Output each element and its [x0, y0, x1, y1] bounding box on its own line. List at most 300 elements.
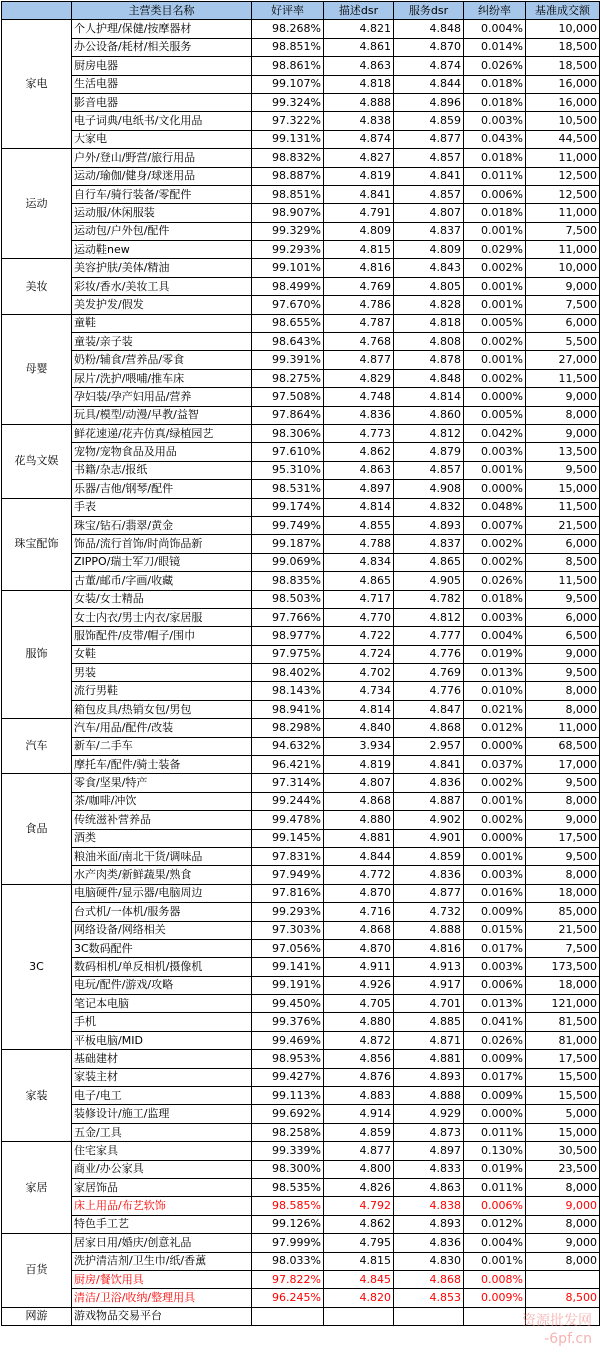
base-volume-cell: 9,500 [526, 664, 600, 682]
desc-dsr-cell: 4.787 [324, 314, 394, 332]
dispute-rate-cell: 0.002% [464, 333, 526, 351]
category-name-cell: 酒类 [72, 829, 252, 847]
table-row [2, 884, 600, 902]
dispute-rate-cell [464, 1307, 526, 1325]
rate-cell [252, 1307, 324, 1325]
service-dsr-cell: 4.896 [394, 93, 464, 111]
dispute-rate-cell: 0.003% [464, 112, 526, 130]
table-row [2, 38, 600, 56]
service-dsr-cell: 4.893 [394, 516, 464, 534]
base-volume-cell: 121,000 [526, 995, 600, 1013]
table-row [2, 1123, 600, 1141]
base-volume-cell: 6,000 [526, 535, 600, 553]
category-name-cell: 童鞋 [72, 314, 252, 332]
base-volume-cell: 9,000 [526, 1234, 600, 1252]
rate-cell: 97.303% [252, 921, 324, 939]
service-dsr-cell: 4.887 [394, 792, 464, 810]
base-volume-cell: 17,500 [526, 829, 600, 847]
desc-dsr-cell: 4.926 [324, 976, 394, 994]
desc-dsr-cell: 4.748 [324, 388, 394, 406]
service-dsr-cell: 4.843 [394, 259, 464, 277]
table-row [2, 829, 600, 847]
table-row [2, 590, 600, 608]
base-volume-cell: 12,500 [526, 167, 600, 185]
base-volume-cell: 9,000 [526, 645, 600, 663]
rate-cell: 98.402% [252, 664, 324, 682]
base-volume-cell: 13,500 [526, 443, 600, 461]
desc-dsr-cell: 4.814 [324, 498, 394, 516]
service-dsr-cell: 4.871 [394, 1031, 464, 1049]
base-volume-cell: 6,500 [526, 627, 600, 645]
dispute-rate-cell: 0.017% [464, 1068, 526, 1086]
desc-dsr-cell: 4.844 [324, 847, 394, 865]
category-name-cell: 摩托车/配件/骑士装备 [72, 756, 252, 774]
table-row [2, 1105, 600, 1123]
dispute-rate-cell: 0.008% [464, 1270, 526, 1288]
category-name-cell: 游戏物品交易平台 [72, 1307, 252, 1325]
category-name-cell: 住宅家具 [72, 1142, 252, 1160]
service-dsr-cell [394, 1307, 464, 1325]
service-dsr-cell: 4.777 [394, 627, 464, 645]
header-base-volume: 基准成交额 [526, 2, 600, 20]
base-volume-cell: 5,000 [526, 1105, 600, 1123]
table-row [2, 277, 600, 295]
dispute-rate-cell: 0.011% [464, 1123, 526, 1141]
rate-cell: 99.293% [252, 903, 324, 921]
base-volume-cell [526, 1270, 600, 1288]
dispute-rate-cell: 0.005% [464, 314, 526, 332]
desc-dsr-cell: 4.786 [324, 296, 394, 314]
desc-dsr-cell: 4.865 [324, 572, 394, 590]
dispute-rate-cell: 0.042% [464, 424, 526, 442]
category-name-cell: 电脑硬件/显示器/电脑周边 [72, 884, 252, 902]
base-volume-cell: 8,000 [526, 700, 600, 718]
table-row [2, 939, 600, 957]
header-category [2, 2, 72, 20]
dispute-rate-cell: 0.001% [464, 222, 526, 240]
dispute-rate-cell: 0.000% [464, 480, 526, 498]
rate-cell: 98.258% [252, 1123, 324, 1141]
rate-cell: 98.531% [252, 480, 324, 498]
service-dsr-cell: 4.888 [394, 1087, 464, 1105]
category-name-cell: 办公设备/耗材/相关服务 [72, 38, 252, 56]
dispute-rate-cell: 0.003% [464, 866, 526, 884]
rate-cell: 99.107% [252, 75, 324, 93]
service-dsr-cell: 4.844 [394, 75, 464, 93]
base-volume-cell: 18,000 [526, 884, 600, 902]
rate-cell: 99.376% [252, 1013, 324, 1031]
desc-dsr-cell: 4.897 [324, 480, 394, 498]
category-name-cell: 童装/亲子装 [72, 333, 252, 351]
category-name-cell: 特色手工艺 [72, 1215, 252, 1233]
base-volume-cell: 21,500 [526, 921, 600, 939]
desc-dsr-cell: 4.815 [324, 1252, 394, 1270]
rate-cell: 98.953% [252, 1050, 324, 1068]
desc-dsr-cell: 4.820 [324, 1289, 394, 1307]
desc-dsr-cell: 4.809 [324, 222, 394, 240]
category-name-cell: 尿片/洗护/喂哺/推车床 [72, 369, 252, 387]
desc-dsr-cell: 4.819 [324, 167, 394, 185]
desc-dsr-cell: 4.874 [324, 130, 394, 148]
category-name-cell: 饰品/流行首饰/时尚饰品新 [72, 535, 252, 553]
table-row [2, 424, 600, 442]
dispute-rate-cell: 0.009% [464, 1050, 526, 1068]
service-dsr-cell: 4.902 [394, 811, 464, 829]
rate-cell: 99.187% [252, 535, 324, 553]
table-row [2, 847, 600, 865]
desc-dsr-cell: 4.880 [324, 1013, 394, 1031]
desc-dsr-cell: 4.734 [324, 682, 394, 700]
dispute-rate-cell: 0.026% [464, 57, 526, 75]
service-dsr-cell: 2.957 [394, 737, 464, 755]
dispute-rate-cell: 0.018% [464, 93, 526, 111]
service-dsr-cell: 4.857 [394, 185, 464, 203]
table-row [2, 719, 600, 737]
service-dsr-cell: 4.837 [394, 222, 464, 240]
table-row [2, 1197, 600, 1215]
base-volume-cell: 8,500 [526, 553, 600, 571]
desc-dsr-cell: 4.861 [324, 38, 394, 56]
category-name-cell: 床上用品/布艺软饰 [72, 1197, 252, 1215]
service-dsr-cell: 4.812 [394, 608, 464, 626]
header-desc-dsr: 描述dsr [324, 2, 394, 20]
category-name-cell: 台式机/一体机/服务器 [72, 903, 252, 921]
table-row [2, 958, 600, 976]
category-name-cell: 新车/二手车 [72, 737, 252, 755]
category-name-cell: 厨房电器 [72, 57, 252, 75]
category-name-cell: 乐器/吉他/钢琴/配件 [72, 480, 252, 498]
category-name-cell: 水产肉类/新鲜蔬果/熟食 [72, 866, 252, 884]
category-name-cell: 茶/咖啡/冲饮 [72, 792, 252, 810]
table-row [2, 461, 600, 479]
table-row [2, 93, 600, 111]
category-name-cell: ZIPPO/瑞士军刀/眼镜 [72, 553, 252, 571]
table-row [2, 406, 600, 424]
rate-cell: 99.339% [252, 1142, 324, 1160]
desc-dsr-cell: 4.815 [324, 241, 394, 259]
table-row [2, 664, 600, 682]
base-volume-cell: 8,500 [526, 1289, 600, 1307]
table-row [2, 995, 600, 1013]
desc-dsr-cell: 4.724 [324, 645, 394, 663]
rate-cell: 98.499% [252, 277, 324, 295]
dispute-rate-cell: 0.001% [464, 847, 526, 865]
rate-cell: 98.503% [252, 590, 324, 608]
category-name-cell: 美容护肤/美体/精油 [72, 259, 252, 277]
category-name-cell: 3C数码配件 [72, 939, 252, 957]
base-volume-cell: 18,500 [526, 57, 600, 75]
rate-cell: 99.329% [252, 222, 324, 240]
category-name-cell: 生活电器 [72, 75, 252, 93]
desc-dsr-cell: 4.841 [324, 185, 394, 203]
rate-cell: 98.887% [252, 167, 324, 185]
category-name-cell: 服饰配件/皮带/帽子/围巾 [72, 627, 252, 645]
category-name-cell: 运动/瑜伽/健身/球迷用品 [72, 167, 252, 185]
base-volume-cell: 23,500 [526, 1160, 600, 1178]
base-volume-cell: 16,000 [526, 75, 600, 93]
table-row [2, 498, 600, 516]
service-dsr-cell: 4.870 [394, 38, 464, 56]
table-row [2, 572, 600, 590]
category-name-cell: 玩具/模型/动漫/早教/益智 [72, 406, 252, 424]
category-name-cell: 书籍/杂志/报纸 [72, 461, 252, 479]
desc-dsr-cell: 4.705 [324, 995, 394, 1013]
desc-dsr-cell: 4.800 [324, 1160, 394, 1178]
service-dsr-cell: 4.841 [394, 167, 464, 185]
desc-dsr-cell: 4.859 [324, 1123, 394, 1141]
service-dsr-cell: 4.860 [394, 406, 464, 424]
service-dsr-cell: 4.833 [394, 1160, 464, 1178]
rate-cell: 97.975% [252, 645, 324, 663]
service-dsr-cell: 4.913 [394, 958, 464, 976]
watermark-line1: 资源批发网 [522, 1313, 592, 1329]
rate-cell: 99.131% [252, 130, 324, 148]
dispute-rate-cell: 0.002% [464, 774, 526, 792]
dispute-rate-cell: 0.001% [464, 792, 526, 810]
service-dsr-cell: 4.853 [394, 1289, 464, 1307]
table-row [2, 1289, 600, 1307]
base-volume-cell: 8,000 [526, 406, 600, 424]
table-row [2, 185, 600, 203]
rate-cell: 97.056% [252, 939, 324, 957]
table-row [2, 369, 600, 387]
desc-dsr-cell [324, 1307, 394, 1325]
rate-cell: 98.835% [252, 572, 324, 590]
table-row [2, 627, 600, 645]
desc-dsr-cell: 4.816 [324, 259, 394, 277]
base-volume-cell: 11,500 [526, 498, 600, 516]
service-dsr-cell: 4.868 [394, 1270, 464, 1288]
dispute-rate-cell: 0.026% [464, 1031, 526, 1049]
table-row [2, 388, 600, 406]
dispute-rate-cell: 0.018% [464, 590, 526, 608]
dispute-rate-cell: 0.013% [464, 664, 526, 682]
service-dsr-cell: 4.701 [394, 995, 464, 1013]
service-dsr-cell: 4.805 [394, 277, 464, 295]
base-volume-cell: 9,000 [526, 811, 600, 829]
dispute-rate-cell: 0.018% [464, 149, 526, 167]
service-dsr-cell: 4.807 [394, 204, 464, 222]
dispute-rate-cell: 0.026% [464, 572, 526, 590]
category-name-cell: 汽车/用品/配件/改装 [72, 719, 252, 737]
service-dsr-cell: 4.812 [394, 424, 464, 442]
base-volume-cell: 9,000 [526, 277, 600, 295]
table-row [2, 75, 600, 93]
dispute-rate-cell: 0.000% [464, 829, 526, 847]
service-dsr-cell: 4.881 [394, 1050, 464, 1068]
desc-dsr-cell: 4.870 [324, 884, 394, 902]
table-row [2, 1013, 600, 1031]
desc-dsr-cell: 4.821 [324, 20, 394, 38]
dispute-rate-cell: 0.130% [464, 1142, 526, 1160]
category-name-cell: 女装/女士精品 [72, 590, 252, 608]
service-dsr-cell: 4.874 [394, 57, 464, 75]
group-category-cell: 家居 [2, 1142, 72, 1234]
desc-dsr-cell: 4.868 [324, 792, 394, 810]
desc-dsr-cell: 4.868 [324, 921, 394, 939]
category-name-cell: 家装主材 [72, 1068, 252, 1086]
dispute-rate-cell: 0.014% [464, 38, 526, 56]
desc-dsr-cell: 4.877 [324, 1142, 394, 1160]
desc-dsr-cell: 4.862 [324, 1215, 394, 1233]
rate-cell: 99.145% [252, 829, 324, 847]
table-row [2, 1050, 600, 1068]
dispute-rate-cell: 0.002% [464, 369, 526, 387]
group-category-cell: 美妆 [2, 259, 72, 314]
category-name-cell: 洗护清洁剂/卫生巾/纸/香薰 [72, 1252, 252, 1270]
category-name-cell: 箱包皮具/热销女包/男包 [72, 700, 252, 718]
base-volume-cell: 10,500 [526, 112, 600, 130]
dispute-rate-cell: 0.019% [464, 1160, 526, 1178]
table-row [2, 351, 600, 369]
category-name-cell: 基础建材 [72, 1050, 252, 1068]
category-name-cell: 彩妆/香水/美妆工具 [72, 277, 252, 295]
table-row [2, 1068, 600, 1086]
desc-dsr-cell: 4.877 [324, 351, 394, 369]
rate-cell: 97.766% [252, 608, 324, 626]
service-dsr-cell: 4.830 [394, 1252, 464, 1270]
base-volume-cell: 85,000 [526, 903, 600, 921]
rate-cell: 98.585% [252, 1197, 324, 1215]
category-name-cell: 女士内衣/男士内衣/家居服 [72, 608, 252, 626]
dispute-rate-cell: 0.004% [464, 20, 526, 38]
base-volume-cell: 10,000 [526, 259, 600, 277]
group-category-cell: 母婴 [2, 314, 72, 424]
table-row [2, 737, 600, 755]
desc-dsr-cell: 4.845 [324, 1270, 394, 1288]
dispute-rate-cell: 0.007% [464, 516, 526, 534]
service-dsr-cell: 4.809 [394, 241, 464, 259]
rate-cell: 99.324% [252, 93, 324, 111]
base-volume-cell: 15,500 [526, 1087, 600, 1105]
group-category-cell: 百货 [2, 1234, 72, 1308]
rate-cell: 97.322% [252, 112, 324, 130]
group-category-cell: 汽车 [2, 719, 72, 774]
base-volume-cell: 15,500 [526, 1068, 600, 1086]
category-name-cell: 居家日用/婚庆/创意礼品 [72, 1234, 252, 1252]
group-category-cell: 花鸟文娱 [2, 424, 72, 498]
dispute-rate-cell: 0.003% [464, 958, 526, 976]
table-row [2, 903, 600, 921]
base-volume-cell: 11,500 [526, 572, 600, 590]
category-name-cell: 宠物/宠物食品及用品 [72, 443, 252, 461]
service-dsr-cell: 4.893 [394, 1068, 464, 1086]
service-dsr-cell: 4.905 [394, 572, 464, 590]
desc-dsr-cell: 4.773 [324, 424, 394, 442]
desc-dsr-cell: 4.826 [324, 1179, 394, 1197]
category-name-cell: 女鞋 [72, 645, 252, 663]
table-row [2, 1031, 600, 1049]
desc-dsr-cell: 4.856 [324, 1050, 394, 1068]
dispute-rate-cell: 0.001% [464, 461, 526, 479]
service-dsr-cell: 4.836 [394, 866, 464, 884]
service-dsr-cell: 4.837 [394, 535, 464, 553]
desc-dsr-cell: 4.819 [324, 756, 394, 774]
dispute-rate-cell: 0.017% [464, 939, 526, 957]
desc-dsr-cell: 4.702 [324, 664, 394, 682]
dispute-rate-cell: 0.012% [464, 719, 526, 737]
service-dsr-cell: 4.857 [394, 149, 464, 167]
table-row [2, 1252, 600, 1270]
header-rate: 好评率 [252, 2, 324, 20]
category-name-cell: 零食/坚果/特产 [72, 774, 252, 792]
desc-dsr-cell: 4.888 [324, 93, 394, 111]
dispute-rate-cell: 0.000% [464, 1105, 526, 1123]
base-volume-cell: 11,000 [526, 241, 600, 259]
table-row [2, 1142, 600, 1160]
category-name-cell: 孕妇装/孕产妇用品/营养 [72, 388, 252, 406]
service-dsr-cell: 4.808 [394, 333, 464, 351]
table-row [2, 167, 600, 185]
desc-dsr-cell: 4.840 [324, 719, 394, 737]
desc-dsr-cell: 4.911 [324, 958, 394, 976]
service-dsr-cell: 4.769 [394, 664, 464, 682]
dispute-rate-cell: 0.011% [464, 167, 526, 185]
service-dsr-cell: 4.893 [394, 1215, 464, 1233]
category-name-cell: 电子词典/电纸书/文化用品 [72, 112, 252, 130]
base-volume-cell: 9,500 [526, 590, 600, 608]
service-dsr-cell: 4.859 [394, 112, 464, 130]
dispute-rate-cell: 0.006% [464, 185, 526, 203]
desc-dsr-cell: 4.814 [324, 700, 394, 718]
rate-cell: 97.508% [252, 388, 324, 406]
table-body [2, 20, 600, 1326]
rate-cell: 99.113% [252, 1087, 324, 1105]
dispute-rate-cell: 0.011% [464, 1179, 526, 1197]
base-volume-cell: 10,000 [526, 20, 600, 38]
header-row [2, 2, 600, 20]
dispute-rate-cell: 0.001% [464, 277, 526, 295]
rate-cell: 98.535% [252, 1179, 324, 1197]
base-volume-cell: 18,500 [526, 38, 600, 56]
rate-cell: 97.949% [252, 866, 324, 884]
group-category-cell: 家电 [2, 20, 72, 149]
rate-cell: 98.300% [252, 1160, 324, 1178]
table-row [2, 130, 600, 148]
desc-dsr-cell: 4.872 [324, 1031, 394, 1049]
service-dsr-cell: 4.885 [394, 1013, 464, 1031]
dispute-rate-cell: 0.002% [464, 553, 526, 571]
desc-dsr-cell: 4.717 [324, 590, 394, 608]
desc-dsr-cell: 4.827 [324, 149, 394, 167]
rate-cell: 99.141% [252, 958, 324, 976]
rate-cell: 98.861% [252, 57, 324, 75]
desc-dsr-cell: 4.836 [324, 406, 394, 424]
desc-dsr-cell: 4.788 [324, 535, 394, 553]
table-row [2, 866, 600, 884]
desc-dsr-cell: 4.838 [324, 112, 394, 130]
base-volume-cell: 11,500 [526, 369, 600, 387]
service-dsr-cell: 4.828 [394, 296, 464, 314]
rate-cell: 99.427% [252, 1068, 324, 1086]
dispute-rate-cell: 0.002% [464, 535, 526, 553]
desc-dsr-cell: 4.772 [324, 866, 394, 884]
rate-cell: 98.851% [252, 185, 324, 203]
dispute-rate-cell: 0.000% [464, 737, 526, 755]
table-row [2, 608, 600, 626]
rate-cell: 99.478% [252, 811, 324, 829]
rate-cell: 99.101% [252, 259, 324, 277]
dispute-rate-cell: 0.009% [464, 1289, 526, 1307]
base-volume-cell: 8,000 [526, 866, 600, 884]
base-volume-cell: 30,500 [526, 1142, 600, 1160]
service-dsr-cell: 4.897 [394, 1142, 464, 1160]
category-name-cell: 自行车/骑行装备/零配件 [72, 185, 252, 203]
desc-dsr-cell: 4.880 [324, 811, 394, 829]
category-name-cell: 鲜花速递/花卉仿真/绿植园艺 [72, 424, 252, 442]
category-name-cell: 大家电 [72, 130, 252, 148]
category-name-cell: 户外/登山/野营/旅行用品 [72, 149, 252, 167]
